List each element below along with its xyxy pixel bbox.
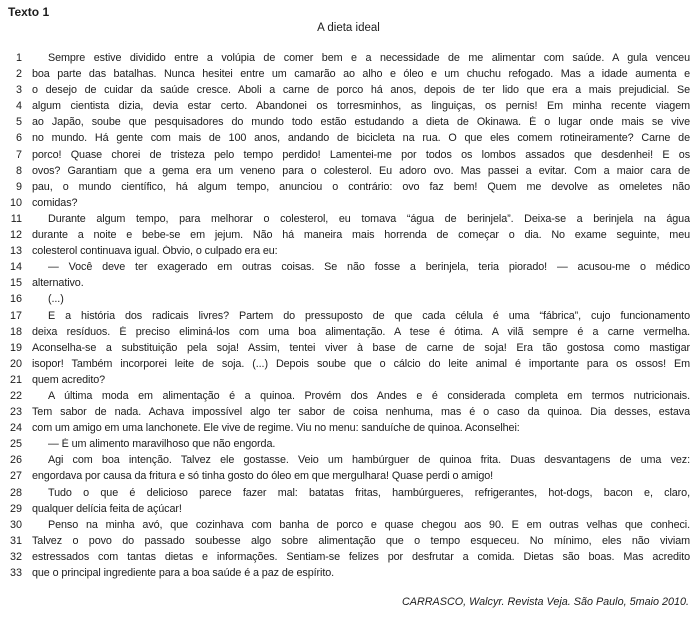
line-text: quem acredito? (32, 373, 106, 386)
text-line (0, 551, 690, 567)
text-line (0, 454, 690, 470)
line-number: 25 (9, 438, 22, 451)
text-line (0, 132, 690, 148)
line-number: 3 (15, 84, 22, 97)
line-number: 9 (15, 180, 22, 193)
text-line (0, 100, 690, 116)
text-line (0, 229, 690, 245)
line-text: ao Japão, soube que pesquisadores do mundo todo estão estudando a dieta de Okinawa. É o lugar onde mais se vive (32, 116, 690, 129)
text-line (0, 535, 690, 551)
line-text: engordava por causa da fritura e só tinha gosto do óleo em que mergulhara! Quase perdi o amigo! (32, 470, 494, 483)
line-text: ovos? Garantiam que a gema era um veneno para o colesterol. Eu adoro ovo. Mas passei a evitar. Com a maior cara de (32, 164, 690, 177)
line-number: 8 (15, 164, 22, 177)
text-line (0, 165, 690, 181)
line-number: 15 (9, 277, 22, 290)
text-line (0, 116, 690, 132)
line-number: 4 (15, 100, 22, 113)
line-text: colesterol continuava igual. Óbvio, o culpado era eu: (32, 245, 278, 258)
text-line (0, 374, 690, 390)
line-number: 20 (9, 357, 22, 370)
line-text: durante a noite e bebe-se em jejum. Não há maneira mais horrenda de começar o dia. No exame seguinte, meu (32, 229, 690, 242)
text-number-label: Texto 1 (8, 5, 50, 19)
line-text: estressados com tantas dietas e informações. Sentiam-se felizes por desfrutar a comida. Dietas são boas. Mas acredito (32, 550, 690, 563)
line-number: 26 (9, 454, 22, 467)
text-line (0, 245, 690, 261)
line-number: 22 (9, 389, 22, 402)
text-line (0, 149, 690, 165)
line-text: Penso na minha avó, que cozinhava com banha de porco e quase chegou aos 90. E em outras velhas que conheci. (48, 518, 690, 531)
line-text: no mundo. Há gente com mais de 100 anos, andando de bicicleta na rua. O que eles comem rotineiramente? Carne de (32, 132, 690, 145)
text-line (0, 68, 690, 84)
text-line (0, 181, 690, 197)
line-number: 17 (9, 309, 22, 322)
line-number: 29 (9, 502, 22, 515)
text-line (0, 487, 690, 503)
line-text: Tem sabor de nada. Achava impossível algo ter sabor de coisa nenhuma, mas é o caso da quinoa. Dia desses, estava (32, 406, 690, 419)
line-number: 10 (9, 196, 22, 209)
line-number: 7 (15, 148, 22, 161)
line-text: Agi com boa intenção. Talvez ele gostasse. Veio um hambúrguer de quinoa frita. Duas desvantagens de uma vez: (48, 454, 690, 467)
line-number: 1 (15, 52, 22, 64)
line-text: comidas? (32, 196, 78, 209)
line-text: A última moda em alimentação é a quinoa. Provém dos Andes e é considerada completa em termos nutricionais. (48, 389, 690, 402)
text-line (0, 519, 690, 535)
line-text: — É um alimento maravilhoso que não engorda. (48, 438, 276, 451)
source-citation: CARRASCO, Walcyr. Revista Veja. São Paulo, 5maio 2010. (401, 596, 689, 608)
line-number: 6 (15, 132, 22, 145)
body-text (0, 52, 690, 583)
line-number: 30 (9, 518, 22, 531)
line-text: Tudo o que é delicioso parece fazer mal: batatas fritas, hambúrgueres, refrigerantes, hot-dogs, bacon e, claro, (48, 486, 690, 499)
text-line (0, 567, 690, 583)
line-number: 27 (9, 470, 22, 483)
line-number: 23 (9, 406, 22, 419)
text-line (0, 213, 690, 229)
text-line (0, 310, 690, 326)
text-line (0, 84, 690, 100)
line-text: qualquer delícia feita de açúcar! (32, 502, 182, 515)
line-number: 11 (10, 212, 22, 225)
line-text: Aconselha-se a substituição pela soja! Assim, tentei viver à base de carne de soja! Era tão gostosa como mastigar (32, 341, 690, 354)
text-line (0, 358, 690, 374)
line-number: 5 (15, 116, 22, 129)
line-number: 24 (9, 422, 22, 435)
line-text: — Você deve ter exagerado em outras coisas. Se não fosse a berinjela, teria piorado! — acusou-me o médico (48, 261, 690, 274)
line-number: 31 (9, 534, 22, 547)
text-line (0, 277, 690, 293)
line-number: 28 (9, 486, 22, 499)
line-text: o desejo de cuidar da saúde cresce. Aboli a carne de porco há anos, depois de ter lido que era a mais prejudicial. Se (32, 84, 690, 97)
line-text: boa parte das batalhas. Nunca hesitei entre um camarão ao alho e óleo e um chuchu refogado. Mas a idade aumenta e (32, 68, 690, 81)
text-line (0, 438, 690, 454)
text-line (0, 503, 690, 519)
line-text: algum cientista dizia, devia estar certo. Abandonei os torresminhos, as linguiças, os pernis! Em minha recente viagem (32, 100, 690, 113)
line-text: pau, o mundo científico, há algum tempo, anunciou o contrário: ovo faz bem! Quem me devolve as omeletes não (32, 180, 690, 193)
line-number: 32 (9, 550, 22, 563)
line-text: porco! Quase chorei de tristeza pelo tempo perdido! Lamentei-me por todos os lombos assados que desdenhei! E os (32, 148, 690, 161)
text-line (0, 293, 690, 309)
line-number: 12 (9, 229, 22, 242)
line-text: com um amigo em uma lanchonete. Ele vive de regime. Viu no menu: sanduíche de quinoa. Aconselhei: (32, 422, 520, 435)
line-text: E a história dos radicais livres? Partem do pressuposto de que cada célula é uma “fábrica”, cujo funcionamento (48, 309, 690, 322)
line-number: 18 (9, 325, 22, 338)
line-text: Durante algum tempo, para melhorar o colesterol, eu tomava “água de berinjela”. Deixa-se a berinjela na água (48, 212, 690, 225)
text-line (0, 261, 690, 277)
line-text: Sempre estive dividido entre a volúpia de comer bem e a necessidade de me alimentar com saúde. A gula venceu (48, 52, 690, 64)
text-line (0, 470, 690, 486)
text-line (0, 406, 690, 422)
text-line (0, 390, 690, 406)
line-number: 14 (9, 261, 22, 274)
line-number: 33 (9, 567, 22, 579)
text-line (0, 422, 690, 438)
text-line (0, 52, 690, 68)
line-text: que o principal ingrediente para a boa saúde é a paz de espírito. (32, 567, 335, 579)
line-text: isopor! Também incorporei leite de soja. (...) Depois soube que o cálcio do leite animal é importante para os ossos! Em (32, 357, 690, 370)
text-line (0, 342, 690, 358)
line-text: deixa resíduos. É preciso eliminá-los com uma boa alimentação. A tese é ótima. A vilã sempre é a carne vermelha. (32, 325, 690, 338)
document-title: A dieta ideal (317, 22, 380, 34)
line-number: 2 (15, 68, 22, 81)
line-number: 21 (9, 373, 22, 386)
line-number: 16 (9, 293, 22, 306)
line-number: 19 (9, 341, 22, 354)
line-text: Talvez o povo do passado soubesse algo sobre alimentação que o tempo esqueceu. No mínimo, eles não viviam (32, 534, 690, 547)
text-line (0, 326, 690, 342)
text-line (0, 197, 690, 213)
line-text: alternativo. (32, 277, 84, 290)
line-number: 13 (9, 245, 22, 258)
line-text: (...) (48, 293, 64, 306)
